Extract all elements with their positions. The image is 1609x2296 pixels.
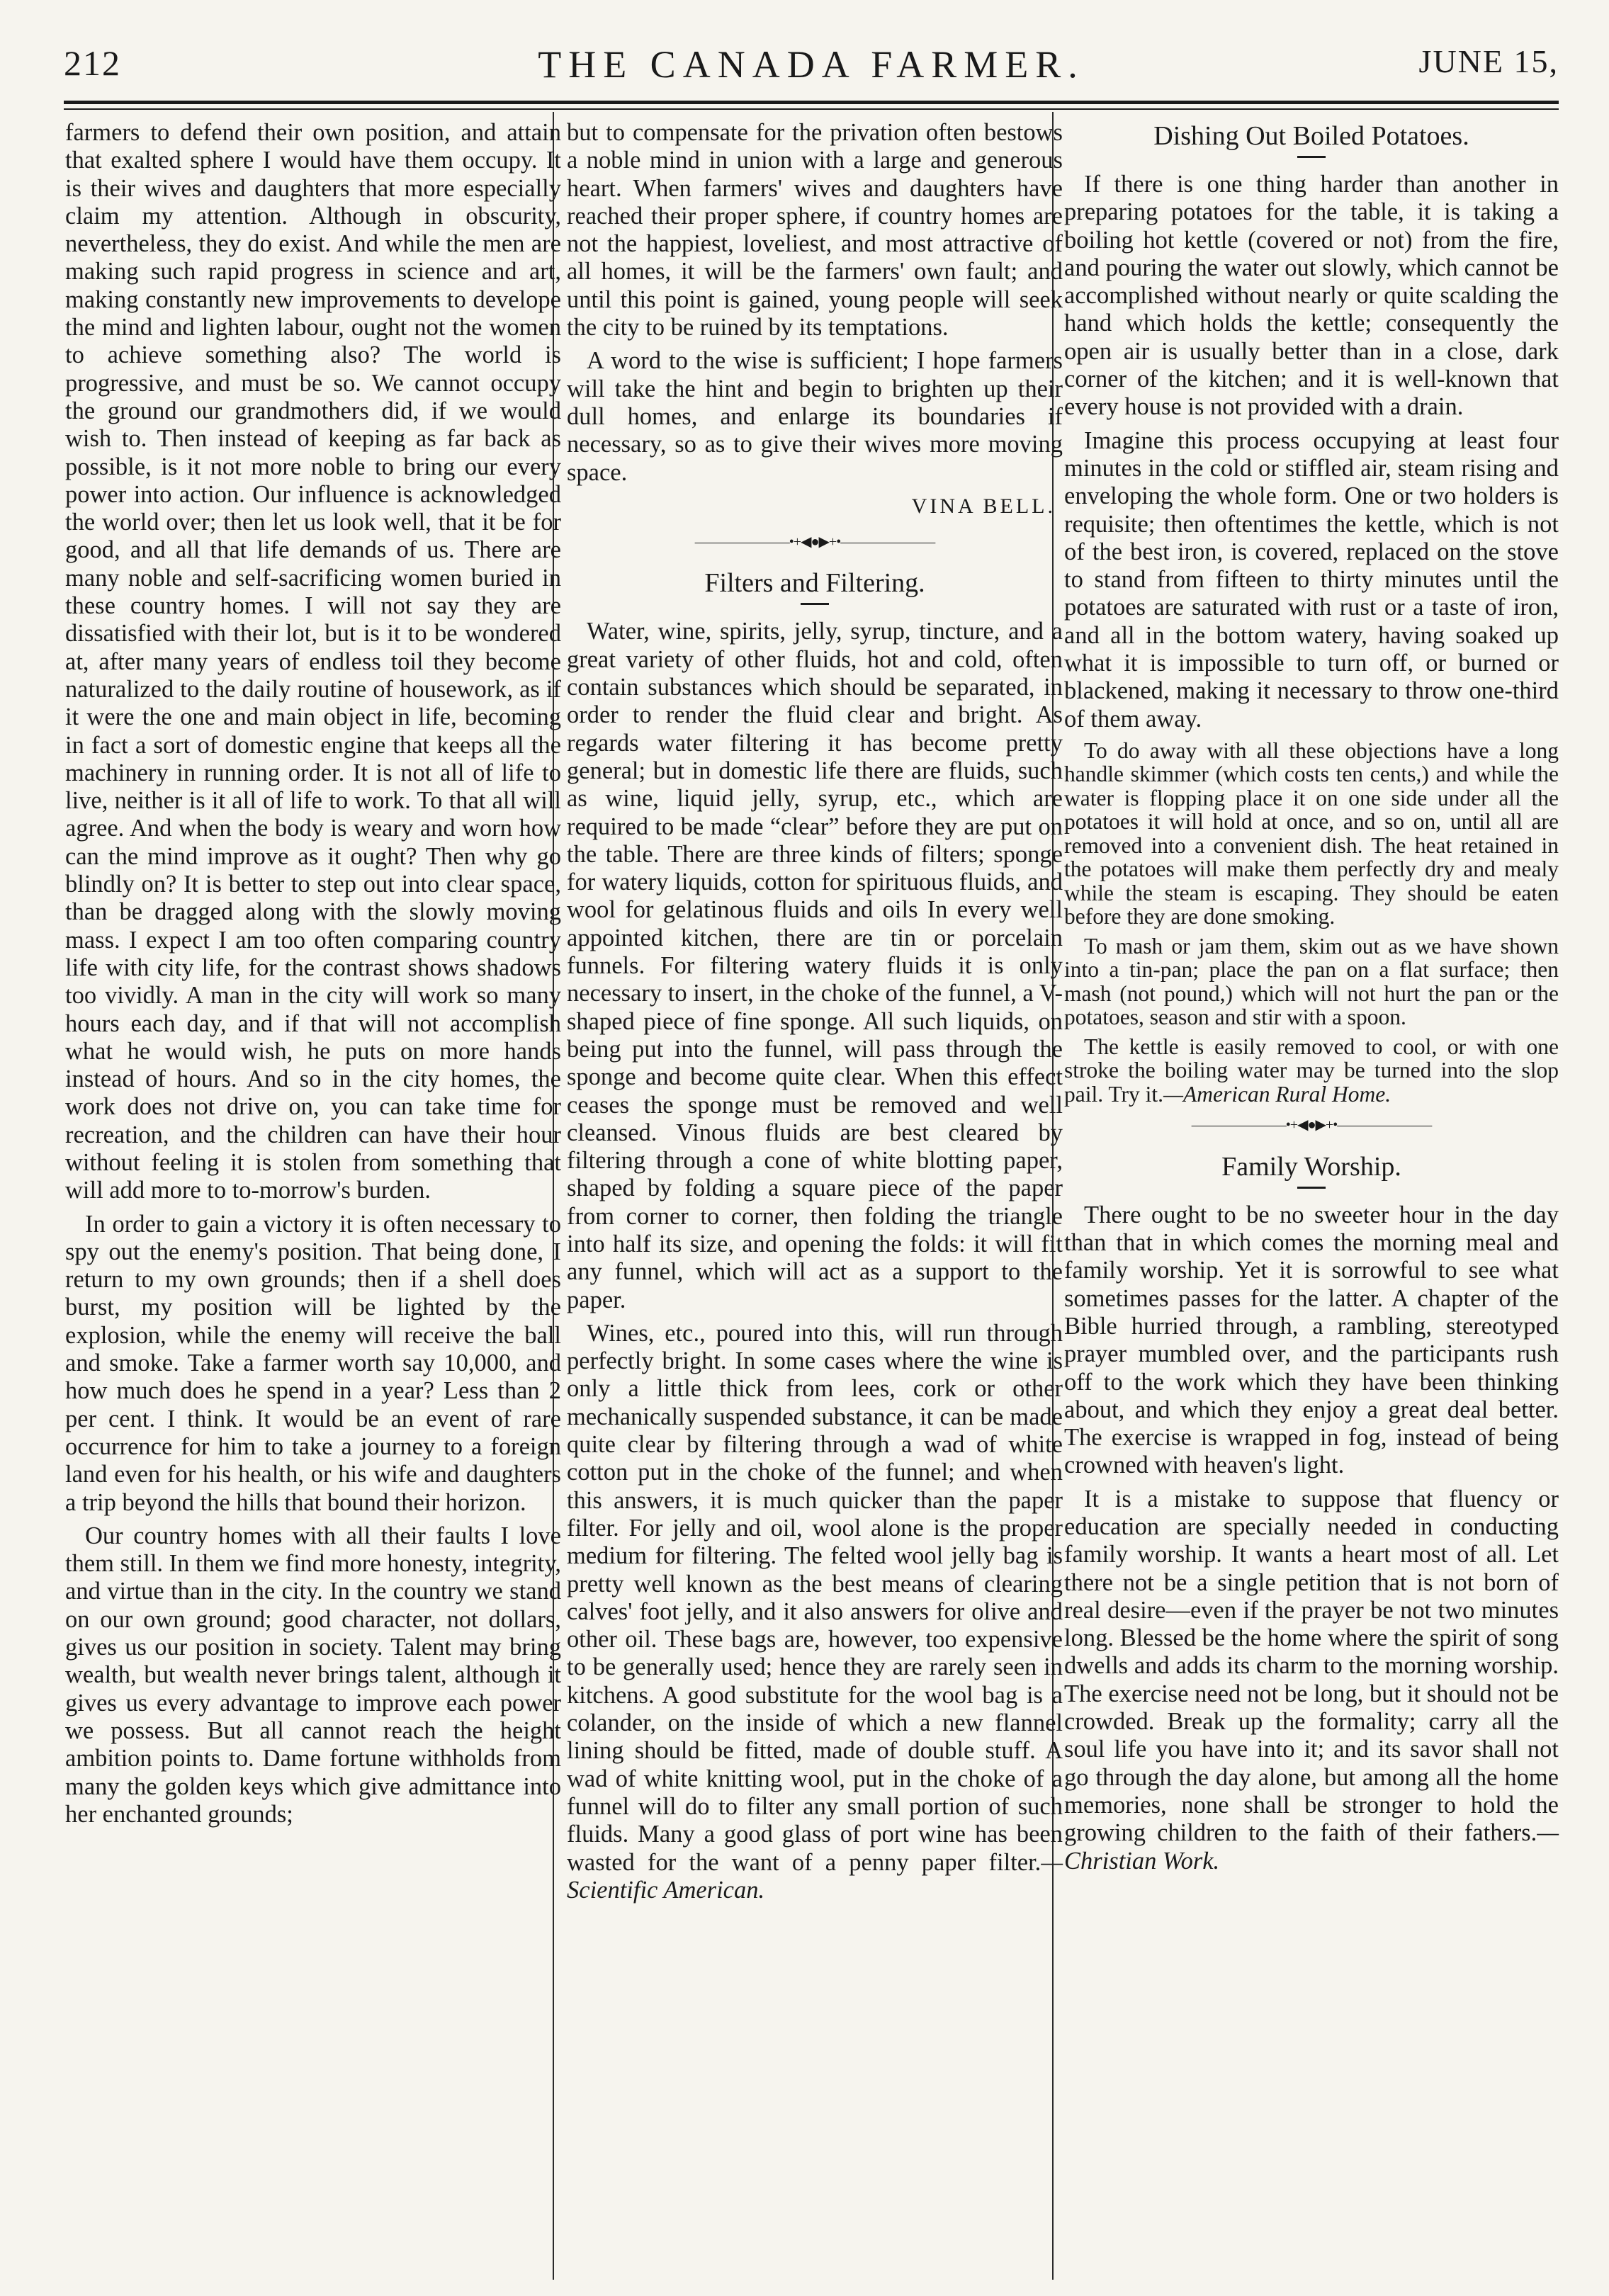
- article-paragraph: A word to the wise is sufficient; I hope farmers will take the hint and begin to brighten up their dull homes, and enlarge its boundaries if necessary, so as to give their wives more moving space.: [567, 347, 1063, 486]
- paragraph-text: The kettle is easily removed to cool, or with one stroke the boiling water may be turned into the slop pail. Try it.: [1064, 1034, 1559, 1107]
- article-paragraph: Our country homes with all their faults I love them still. In them we find more honesty, integrity, and virtue than in the city. In the country we stand on our own ground; good character, not dollars, gives us our position in society. Talent may bring wealth, but wealth never brings talent, although it gives us every advantage to improve each power we possess. But all cannot reach the height ambition points to. Dame fortune withholds from many the golden keys which give admittance into her enchanted grounds;: [65, 1522, 561, 1828]
- source-credit: —Scientific American.: [567, 1848, 1063, 1904]
- section-ornament: ———————•+◀●▶+•———————: [694, 534, 935, 550]
- column-1: [65, 119, 561, 1834]
- page-header: [64, 43, 1559, 92]
- paragraph-text: It is a mistake to suppose that fluency or education are specially needed in conducting family worship. It wants a heart most of all. Let there not be a single petition that is not born of real desire—even if the prayer be not two minutes long. Blessed be the home where the spirit of song dwells and adds its charm to the morning worship. The exercise need not be long, but it should not be crowded. Break up the formality; carry all the soul life you have into it; and its savor shall not go through the day alone, but among all the home memories, none shall be stronger to hold the growing children to the faith of their fathers.: [1064, 1485, 1559, 1847]
- column-3: [1064, 119, 1559, 1881]
- page-number: 212: [64, 43, 121, 83]
- article-paragraph: To do away with all these objections have a long handle skimmer (which costs ten cents,) and while the water is flopping place it on one side under all the potatoes it will hold at once, and so on, until all are removed into a convenient dish. The heat retained in the potatoes will make them perfectly dry and mealy while the steam is escaping. They should be eaten before they are done smoking.: [1064, 737, 1559, 929]
- heading-dash: [1297, 1187, 1326, 1189]
- article-paragraph: but to compensate for the privation often bestows a noble mind in union with a large and generous heart. When farmers' wives and daughters have reached their proper sphere, if country homes are not the happiest, loveliest, and most attractive of all homes, it will be the farmers' own fault; and until this point is gained, young people will seek the city to be ruined by its temptations.: [567, 119, 1063, 341]
- paragraph-text: Wines, etc., poured into this, will run through perfectly bright. In some cases where the wine is only a little thick from lees, cork or other mechanically suspended substance, it can be made quite clear by filtering through a wad of white cotton put in the choke of the funnel; and when this answers, it is much quicker than the paper filter. For jelly and oil, wool alone is the proper medium for filtering. The felted wool jelly bag is pretty well known as the best means of clearing calves' foot jelly, and it also answers for olive and other oil. These bags are, however, too expensive to be generally used; hence they are rarely seen in kitchens. A good substitute for the wool bag is a colander, on the inside of which a new flannel lining should be fitted, made of double stuff. A wad of white knitting wool, put in the choke of a funnel will do to filter any small portion of such fluids. Many a good glass of port wine has been wasted for the want of a penny paper filter.: [567, 1319, 1063, 1876]
- article-paragraph: [1064, 1486, 1559, 1875]
- source-credit: —American Rural Home.: [1163, 1081, 1391, 1107]
- article-paragraph: [1064, 1035, 1559, 1107]
- newspaper-title: THE CANADA FARMER.: [538, 43, 1085, 86]
- section-ornament: ———————•+◀●▶+•———————: [1191, 1117, 1432, 1133]
- article-heading: Filters and Filtering.: [704, 568, 925, 599]
- issue-date: JUNE 15,: [1418, 43, 1559, 79]
- article-paragraph: Imagine this process occupying at least four minutes in the cold or stiffled air, steam rising and enveloping the whole form. One or two holders is requisite; then oftentimes the kettle, which is not of the best iron, is covered, replaced on the stove to stand from fifteen to thirty minutes until the potatoes are saturated with rust or a taste of iron, and all in the bottom watery, having soaked up what it is impossible to turn off, or burned or blackened, making it necessary to throw one-third of them away.: [1064, 426, 1559, 733]
- article-paragraph: If there is one thing harder than another in preparing potatoes for the table, it is taking a boiling hot kettle (covered or not) from the fire, and pouring the water out slowly, which cannot be accomplished without nearly or quite scalding the hand which holds the kettle; consequently the open air is usually better than in a close, dark corner of the kitchen; and it is well-known that every house is not provided with a drain.: [1064, 171, 1559, 421]
- article-paragraph: Water, wine, spirits, jelly, syrup, tincture, and a great variety of other fluids, hot and cold, often contain substances which should be separated, in order to render the fluid clear and bright. As regards water filtering it has become pretty general; but in domestic life there are fluids, such as wine, liquid jelly, syrup, etc., which are required to be made “clear” before they are put on the table. There are three kinds of filters; sponge for watery liquids, cotton for spirituous fluids, and wool for gelatinous fluids and oils In every well appointed kitchen, there are tin or porcelain funnels. For filtering watery fluids it is only necessary to insert, in the choke of the funnel, a V-shaped piece of fine sponge. All such liquids, on being put into the funnel, will pass through the sponge and become quite clear. When this effect ceases the sponge must be removed and well cleansed. Vinous fluids are best cleared by filtering through a cone of white blotting paper, shaped by folding a square piece of the paper from corner to corner, then folding the triangle into half its size, and opening the folds: it will fit any funnel, which will act as a support to the paper.: [567, 618, 1063, 1313]
- article-paragraph: In order to gain a victory it is often necessary to spy out the enemy's position. That being done, I return to my own grounds; then if a shell does burst, my position will be lighted by the explosion, while the enemy will receive the ball and smoke. Take a farmer worth say 10,000, and how much does he spend in a year? Less than 2 per cent. I think. It would be an event of rare occurrence for him to take a journey to a foreign land even for his health, or his wife and daughters a trip beyond the hills that bound their horizon.: [65, 1210, 561, 1516]
- header-rule-thin: [64, 108, 1559, 110]
- article-paragraph: farmers to defend their own position, and attain that exalted sphere I would have them occupy. It is their wives and daughters that more especially claim my attention. Although in obscurity, nevertheless, they do exist. And while the men are making such rapid progress in science and art, making constantly new improvements to develope the mind and lighten labour, ought not the women to achieve something also? The world is progressive, and must be so. We cannot occupy the ground our grandmothers did, if we would wish to. Then instead of keeping as far back as possible, is it not more noble to bring our every power into action. Our influence is acknowledged the world over; then let us look well, that it be for good, and all that life demands of us. There are many noble and self-sacrificing women buried in these country homes. I will not say they are dissatisfied with their lot, but is it to be wondered at, after many years of endless toil they become naturalized to the daily routine of housework, as if it were the one and main object in life, becoming in fact a sort of domestic engine that keeps all the machinery in running order. It is not all of life to live, neither is it all of life to work. To that all will agree. And when the body is weary and worn how can the mind improve as it ought? Then why go blindly on? It is better to step out into clear space, than be dragged along with the slowly moving mass. I expect I am too often comparing country life with city life, for the contrast shows shadows too vividly. A man in the city will work so many hours each day, and if that will not accomplish what he would wish, he puts on more hands instead of hours. And so in the city homes, the work does not drive on, you can take time for recreation, and the children can have their hour without feeling it is stolen from something that will add more to to-morrow's burden.: [65, 119, 561, 1204]
- article-heading: Family Worship.: [1221, 1151, 1401, 1182]
- author-signature: VINA BELL.: [911, 494, 1056, 518]
- column-2: [567, 119, 1063, 1910]
- article-paragraph: To mash or jam them, skim out as we have shown into a tin-pan; place the pan on a flat surface; then mash (not pound,) which will not hurt the pan or the potatoes, season and stir with a spoon.: [1064, 933, 1559, 1030]
- header-rule-thick: [64, 101, 1559, 104]
- source-credit: —Christian Work.: [1064, 1819, 1559, 1874]
- article-paragraph: There ought to be no sweeter hour in the day than that in which comes the morning meal and family worship. Yet it is sorrowful to see what sometimes passes for the latter. A chapter of the Bible hurried through, a rambling, stereotyped prayer mumbled over, and the participants rush off to the work which they have been thinking about, and which they enjoy a great deal better. The exercise is wrapped in fog, instead of being crowned with heaven's light.: [1064, 1201, 1559, 1479]
- heading-dash: [1297, 156, 1326, 158]
- article-heading: Dishing Out Boiled Potatoes.: [1153, 121, 1469, 151]
- heading-dash: [801, 603, 829, 605]
- article-paragraph: [567, 1320, 1063, 1904]
